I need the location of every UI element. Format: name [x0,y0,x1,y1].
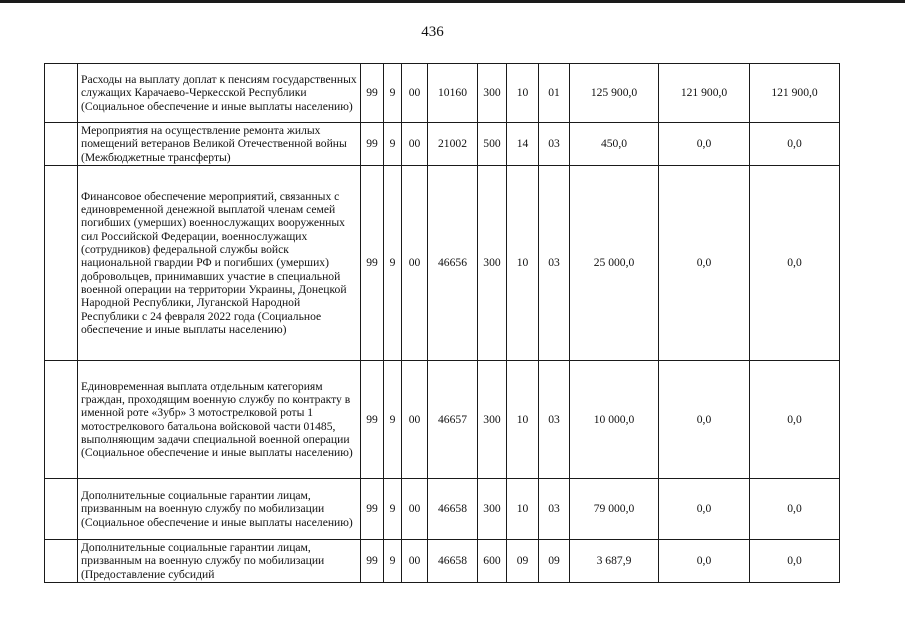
code-pp-cell: 9 [384,361,402,479]
amount-year-3-cell: 0,0 [750,479,840,540]
code-direction-cell: 10160 [428,64,478,123]
description-cell [78,166,361,361]
description-cell [78,123,361,166]
description-text: Дополнительные социальные гарантии лицам, призванным на военную службу по мобилизации (Предоставление субсидий [81,541,325,581]
code-om-cell: 00 [402,540,428,583]
page-number: 436 [421,24,444,40]
code-section-cell: 14 [507,123,539,166]
amount-year-3-cell: 0,0 [750,361,840,479]
code-direction-cell: 21002 [428,123,478,166]
amount-year-2-cell: 0,0 [659,123,750,166]
table-row [45,123,840,166]
code-pp-cell: 9 [384,166,402,361]
description-cell [78,479,361,540]
table-row [45,64,840,123]
amount-year-1-cell: 10 000,0 [570,361,659,479]
code-subsection-cell: 01 [539,64,570,123]
description-cell [78,64,361,123]
amount-year-1-cell: 79 000,0 [570,479,659,540]
code-direction-cell: 46658 [428,479,478,540]
amount-year-2-cell: 0,0 [659,361,750,479]
code-pp-cell: 9 [384,64,402,123]
code-gp-cell: 99 [361,64,384,123]
code-direction-cell: 46658 [428,540,478,583]
description-cell [78,540,361,583]
description-text: Единовременная выплата отдельным категориям граждан, проходящим военную службу по контракту в именной роте «Зубр» 3 мотострелковой роты 1 мотострелкового батальона войсковой части 01485, выполняющим задачи специальной военной операции (Социальное обеспечение и иные выплаты населению) [81,379,353,460]
code-om-cell: 00 [402,166,428,361]
table-body [45,64,840,583]
code-expense-type-cell: 600 [478,540,507,583]
code-direction-cell: 46657 [428,361,478,479]
amount-year-3-cell: 0,0 [750,540,840,583]
amount-year-2-cell: 0,0 [659,540,750,583]
code-om-cell: 00 [402,64,428,123]
description-text: Расходы на выплату доплат к пенсиям государственных служащих Карачаево-Черкесской Республики (Социальное обеспечение и иные выплаты населению) [81,73,357,113]
amount-year-1-cell: 3 687,9 [570,540,659,583]
code-om-cell: 00 [402,123,428,166]
code-subsection-cell: 03 [539,361,570,479]
description-text: Мероприятия на осуществление ремонта жилых помещений ветеранов Великой Отечественной войны (Межбюджетные трансферты) [81,124,347,164]
description-cell [78,361,361,479]
code-expense-type-cell: 300 [478,479,507,540]
row-index-cell [45,64,78,123]
code-pp-cell: 9 [384,479,402,540]
amount-year-2-cell: 0,0 [659,166,750,361]
code-section-cell: 10 [507,64,539,123]
code-gp-cell: 99 [361,479,384,540]
row-index-cell [45,361,78,479]
code-pp-cell: 9 [384,540,402,583]
budget-table [44,63,840,583]
amount-year-2-cell: 121 900,0 [659,64,750,123]
row-index-cell [45,166,78,361]
description-text: Дополнительные социальные гарантии лицам, призванным на военную службу по мобилизации (Социальное обеспечение и иные выплаты населению) [81,489,353,529]
top-border-line [0,0,905,3]
description-text: Финансовое обеспечение мероприятий, связанных с единовременной денежной выплатой членам семей погибших (умерших) военнослужащих вооруженных сил Российской Федерации, военнослужащих (сотрудников) федеральной службы войск национальной гвардии РФ и погибших (умерших) добровольцев, принимавших участие в специальной военной операции на территории Украины, Донецкой Народной Республики, Луганской Народной Республики с 24 февраля 2022 года (Социальное обеспечение и иные выплаты населению) [81,189,347,336]
code-section-cell: 09 [507,540,539,583]
code-expense-type-cell: 300 [478,166,507,361]
amount-year-3-cell: 121 900,0 [750,64,840,123]
amount-year-3-cell: 0,0 [750,166,840,361]
code-gp-cell: 99 [361,361,384,479]
table-row [45,361,840,479]
code-subsection-cell: 03 [539,479,570,540]
code-subsection-cell: 09 [539,540,570,583]
code-expense-type-cell: 300 [478,64,507,123]
code-section-cell: 10 [507,361,539,479]
code-gp-cell: 99 [361,166,384,361]
row-index-cell [45,123,78,166]
row-index-cell [45,479,78,540]
amount-year-2-cell: 0,0 [659,479,750,540]
code-om-cell: 00 [402,479,428,540]
code-section-cell: 10 [507,479,539,540]
table-row [45,166,840,361]
table-row [45,540,840,583]
amount-year-3-cell: 0,0 [750,123,840,166]
code-gp-cell: 99 [361,123,384,166]
amount-year-1-cell: 450,0 [570,123,659,166]
code-om-cell: 00 [402,361,428,479]
code-subsection-cell: 03 [539,166,570,361]
amount-year-1-cell: 25 000,0 [570,166,659,361]
code-gp-cell: 99 [361,540,384,583]
code-subsection-cell: 03 [539,123,570,166]
table-row [45,479,840,540]
code-section-cell: 10 [507,166,539,361]
code-pp-cell: 9 [384,123,402,166]
code-expense-type-cell: 300 [478,361,507,479]
amount-year-1-cell: 125 900,0 [570,64,659,123]
code-direction-cell: 46656 [428,166,478,361]
row-index-cell [45,540,78,583]
code-expense-type-cell: 500 [478,123,507,166]
